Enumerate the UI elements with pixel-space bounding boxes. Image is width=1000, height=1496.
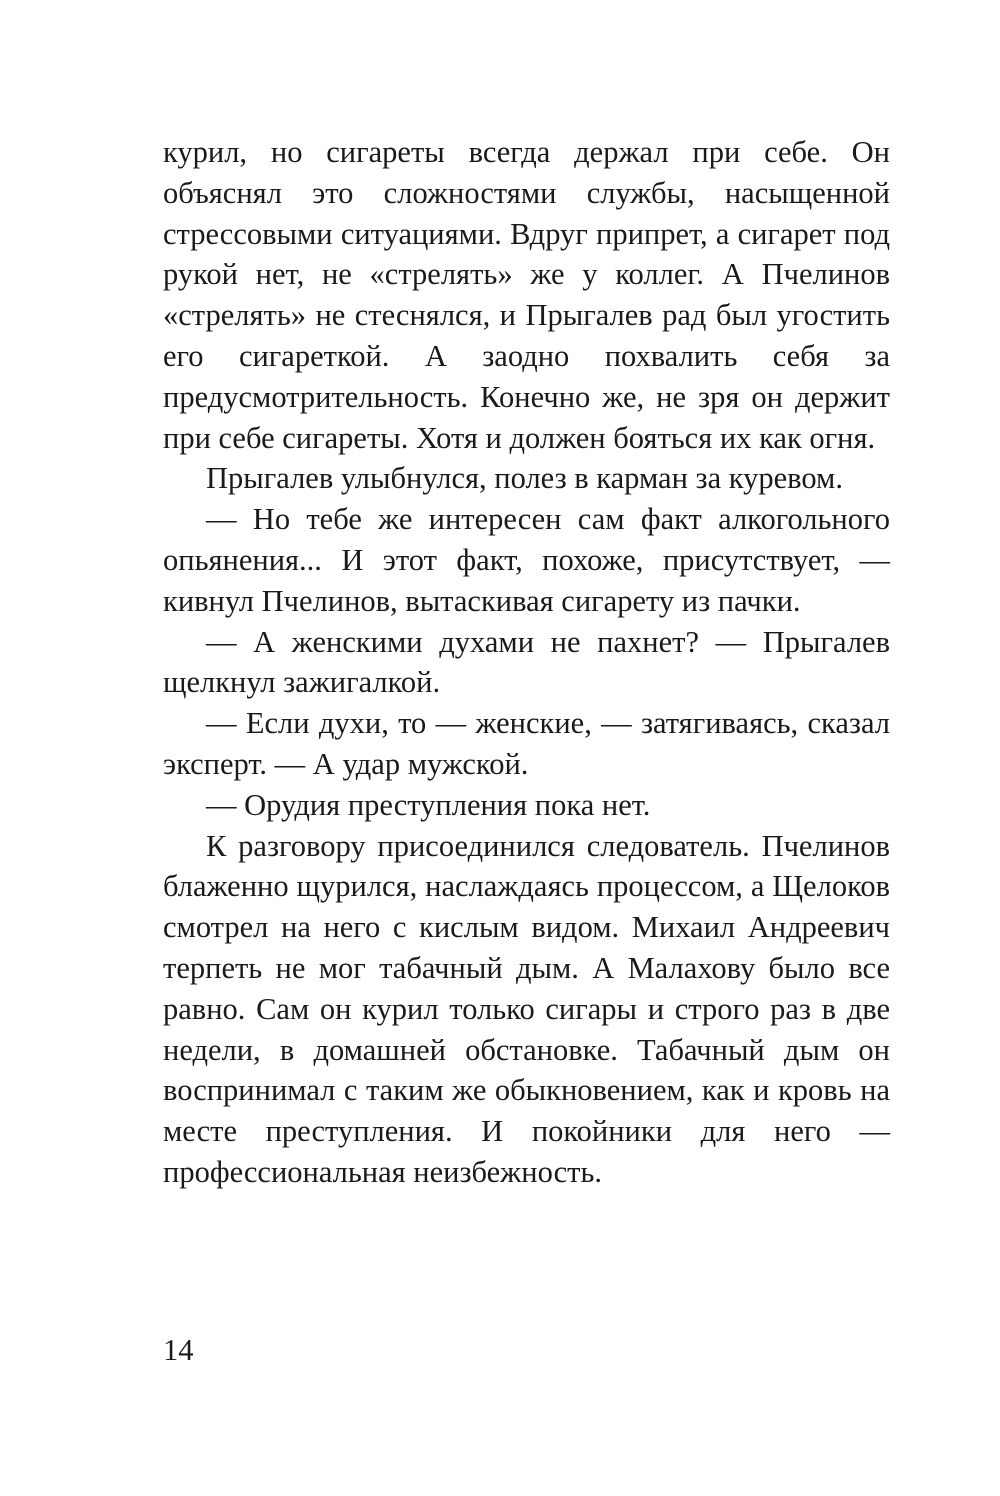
dialogue-line: — Если духи, то — женские, — затягиваясь, сказал эксперт. — А удар мужской. — [163, 706, 890, 781]
paragraph: Прыгалев улыбнулся, полез в карман за куревом. — [206, 461, 843, 496]
dialogue-line: — А женскими духами не пахнет? — Прыгалев щелкнул зажигалкой. — [163, 624, 890, 700]
paragraph-continued: курил, но сигареты всегда держал при себе. Он объяснял это сложностями службы, насыщенной стрессовыми ситуациями. Вдруг припрет, а сигарет под рукой нет, не «стрелять» же у коллег. А Пчелинов «стрелять» не стеснялся, и Прыгалев рад был угостить его сигареткой. А заодно похвалить себя за предусмотрительность. Конечно же, не зря он держит при себе сигареты. Хотя и должен бояться их как огня. — [163, 135, 890, 455]
paragraph: К разговору присоединился следователь. Пчелинов блаженно щурился, наслаждаясь процессом, а Щелоков смотрел на него с кислым видом. Михаил Андреевич терпеть не мог табачный дым. А Малахову было все равно. Сам он курил только сигары и строго раз в две недели, в домашней обстановке. Табачный дым он воспринимал с таким же обыкновением, как и кровь на месте преступления. И покойники для него — профессиональная неизбежность. — [163, 828, 890, 1189]
page-number: 14 — [163, 1333, 194, 1367]
dialogue-line: — Но тебе же интересен сам факт алкогольного опьянения... И этот факт, похоже, присутствует, — кивнул Пчелинов, вытаскивая сигарету из пачки. — [163, 502, 890, 618]
page-body — [163, 132, 890, 1193]
dialogue-line: — Орудия преступления пока нет. — [206, 787, 651, 822]
